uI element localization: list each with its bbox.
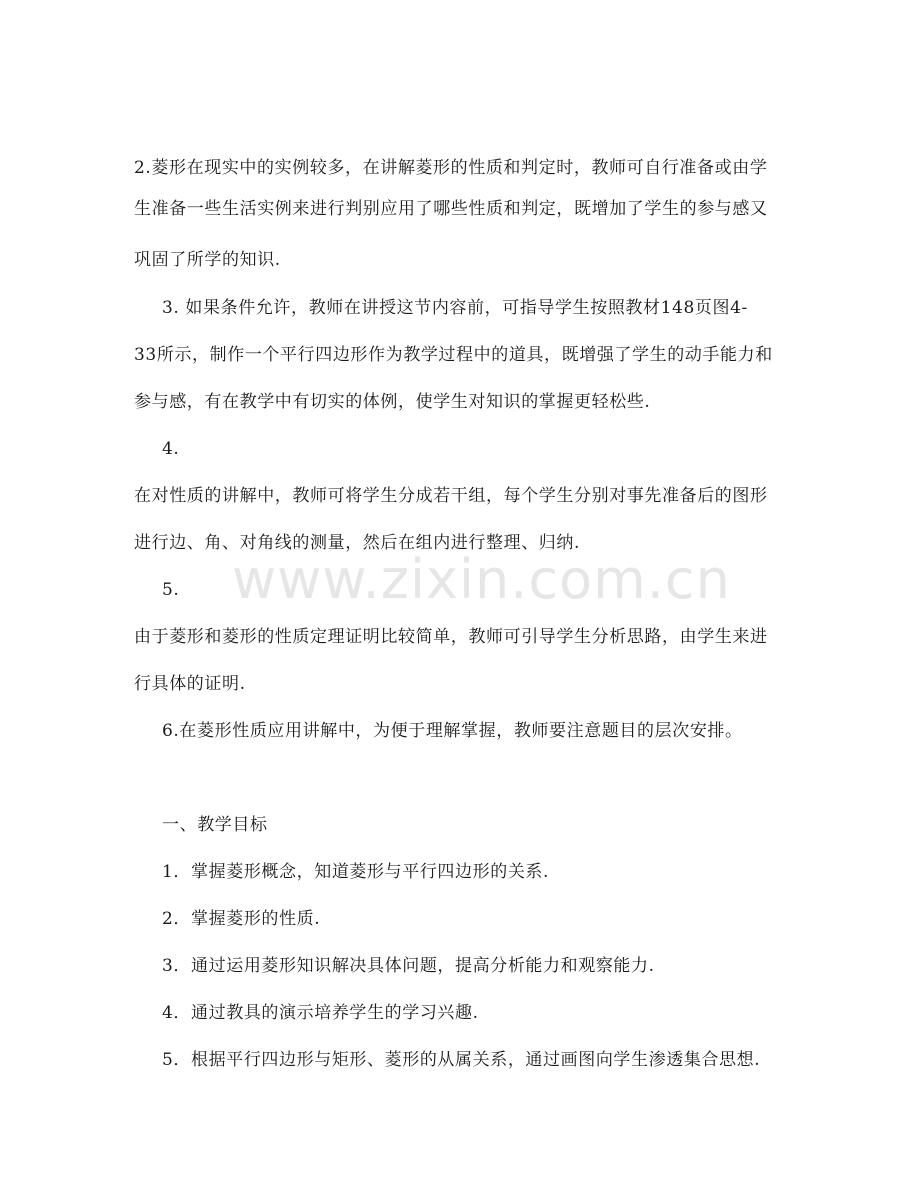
objective-4: 4．通过教具的演示培养学生的学习兴趣. [162, 1003, 479, 1023]
paragraph-6-line-1: 6.在菱形性质应用讲解中，为便于理解掌握，教师要注意题目的层次安排。 [162, 721, 743, 741]
watermark: www.zixin.com.cn [232, 548, 731, 611]
paragraph-5-line-2: 行具体的证明. [134, 674, 246, 694]
paragraph-2-line-1: 2.菱形在现实中的实例较多，在讲解菱形的性质和判定时，教师可自行准备或由学 [134, 158, 768, 178]
paragraph-3-line-3: 参与感，有在教学中有切实的体例，使学生对知识的掌握更轻松些. [134, 392, 651, 412]
paragraph-4-line-1: 在对性质的讲解中，教师可将学生分成若干组，每个学生分别对事先准备后的图形 [134, 486, 768, 506]
paragraph-4-number: 4. [162, 439, 180, 459]
objective-3: 3．通过运用菱形知识解决具体问题，提高分析能力和观察能力. [162, 956, 655, 976]
paragraph-5-number: 5. [162, 580, 180, 600]
objective-5: 5．根据平行四边形与矩形、菱形的从属关系，通过画图向学生渗透集合思想. [162, 1050, 761, 1070]
paragraph-3-line-2: 33所示，制作一个平行四边形作为教学过程中的道具，既增强了学生的动手能力和 [134, 345, 773, 365]
paragraph-2-line-2: 生准备一些生活实例来进行判别应用了哪些性质和判定，既增加了学生的参与感又 [134, 199, 768, 219]
section-heading: 一、教学目标 [162, 815, 268, 835]
paragraph-3-line-1: 3. 如果条件允许，教师在讲授这节内容前，可指导学生按照教材148页图4- [162, 298, 748, 318]
objective-2: 2．掌握菱形的性质. [162, 909, 321, 929]
paragraph-5-line-1: 由于菱形和菱形的性质定理证明比较简单，教师可引导学生分析思路，由学生来进 [134, 627, 768, 647]
paragraph-4-line-2: 进行边、角、对角线的测量，然后在组内进行整理、归纳. [134, 533, 581, 553]
paragraph-2-line-3: 巩固了所学的知识. [134, 250, 281, 270]
objective-1: 1．掌握菱形概念，知道菱形与平行四边形的关系. [162, 862, 550, 882]
